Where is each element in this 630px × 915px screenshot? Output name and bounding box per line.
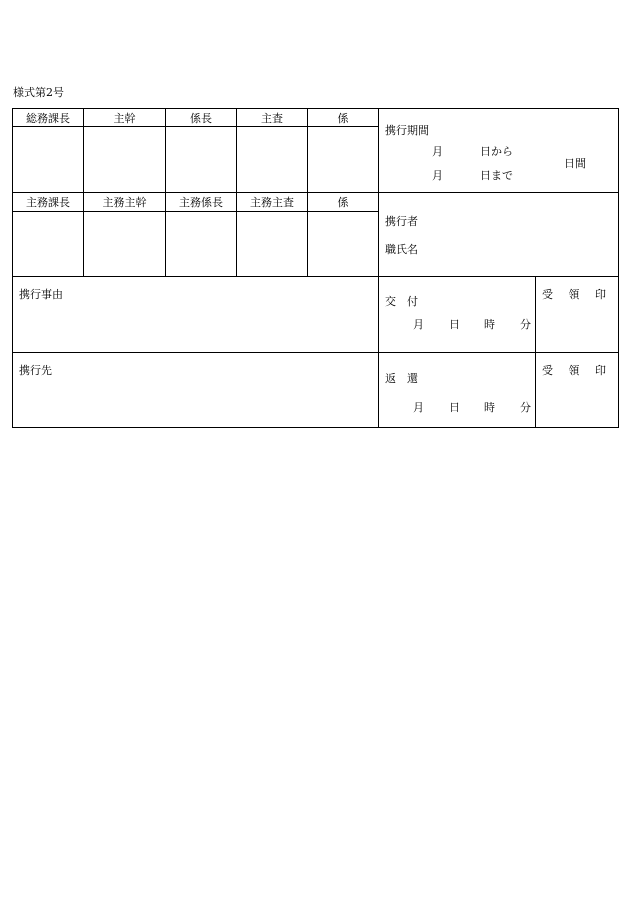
delivery-receipt-seal-label: 受 領 印 — [542, 288, 612, 301]
approval-stamp-box[interactable] — [307, 126, 379, 193]
return-minute-label: 分 — [520, 401, 531, 414]
approval-stamp-box[interactable] — [236, 126, 308, 193]
destination-cell[interactable] — [12, 352, 379, 428]
approval-stamp-box[interactable] — [12, 211, 84, 277]
return-hour-label: 時 — [484, 401, 495, 414]
delivery-minute-label: 分 — [520, 318, 531, 331]
approval-header-subsection-chief: 係長 — [165, 108, 237, 127]
carry-period-cell[interactable] — [378, 108, 619, 193]
carry-reason-label: 携行事由 — [19, 288, 63, 301]
approval-header-responsible-chief-officer: 主務主幹 — [83, 192, 166, 212]
approval-header-responsible-staff: 係 — [307, 192, 379, 212]
return-month-label: 月 — [413, 401, 424, 414]
approval-header-staff: 係 — [307, 108, 379, 127]
return-receipt-seal-label: 受 領 印 — [542, 364, 612, 377]
approval-stamp-box[interactable] — [165, 126, 237, 193]
carrier-title-name-label: 職氏名 — [385, 243, 418, 256]
approval-header-responsible-inspector: 主務主査 — [236, 192, 308, 212]
return-label: 返 還 — [385, 372, 418, 385]
return-receipt-seal-cell[interactable] — [535, 352, 619, 428]
period-days-label: 日間 — [564, 157, 586, 170]
approval-stamp-box[interactable] — [307, 211, 379, 277]
return-cell[interactable] — [378, 352, 536, 428]
delivery-cell[interactable] — [378, 276, 536, 353]
delivery-label: 交 付 — [385, 295, 418, 308]
carry-reason-cell[interactable] — [12, 276, 379, 353]
approval-stamp-box[interactable] — [83, 211, 166, 277]
approval-header-responsible-section-chief: 主務課長 — [12, 192, 84, 212]
approval-header-chief-officer: 主幹 — [83, 108, 166, 127]
approval-stamp-box[interactable] — [83, 126, 166, 193]
delivery-receipt-seal-cell[interactable] — [535, 276, 619, 353]
approval-header-inspector: 主査 — [236, 108, 308, 127]
return-day-label: 日 — [449, 401, 460, 414]
approval-stamp-box[interactable] — [165, 211, 237, 277]
period-start-day-label: 日から — [480, 145, 513, 158]
approval-stamp-box[interactable] — [12, 126, 84, 193]
period-end-month-label: 月 — [432, 169, 443, 182]
approval-header-general-affairs-chief: 総務課長 — [12, 108, 84, 127]
approval-header-responsible-subsection-chief: 主務係長 — [165, 192, 237, 212]
destination-label: 携行先 — [19, 364, 52, 377]
period-end-day-label: 日まで — [480, 169, 513, 182]
form-number: 様式第2号 — [13, 86, 64, 99]
equipment-carry-form — [12, 108, 619, 428]
delivery-month-label: 月 — [413, 318, 424, 331]
approval-stamp-box[interactable] — [236, 211, 308, 277]
carrier-label: 携行者 — [385, 215, 418, 228]
delivery-day-label: 日 — [449, 318, 460, 331]
carry-period-label: 携行期間 — [385, 124, 429, 137]
carrier-cell[interactable] — [378, 192, 619, 277]
period-start-month-label: 月 — [432, 145, 443, 158]
delivery-hour-label: 時 — [484, 318, 495, 331]
